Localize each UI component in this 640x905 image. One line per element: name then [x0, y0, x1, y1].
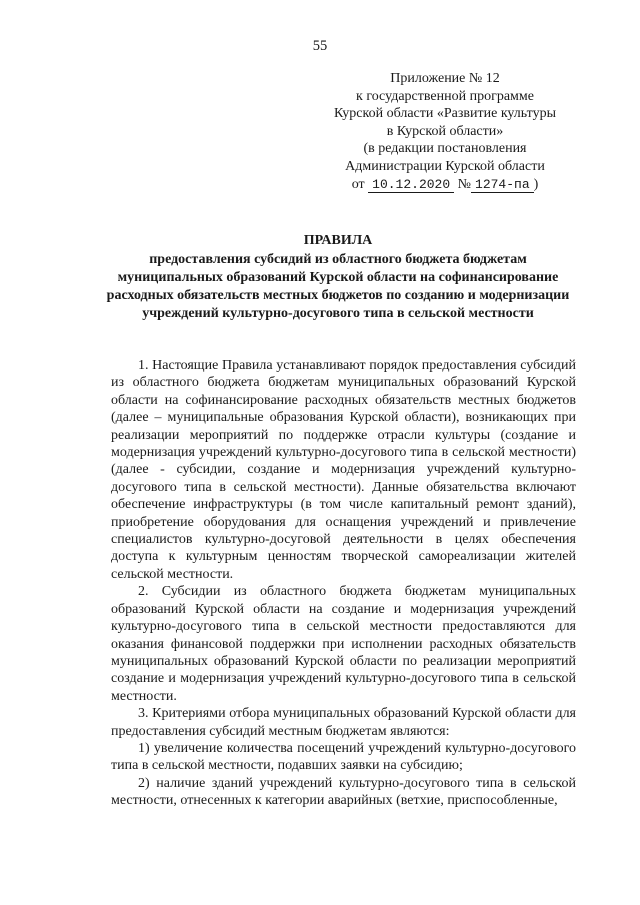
order-prefix: от	[351, 176, 365, 192]
document-subtitle: предоставления субсидий из областного бюджета бюджетам муниципальных образований Курской области на софинансирование расходных обязательств местных бюджетов по созданию и модернизации учреждений культурно-досугового типа в сельской местности	[106, 252, 570, 321]
order-number: 1274-па	[471, 177, 534, 193]
order-date: 10.12.2020	[368, 177, 454, 193]
appendix-line: к государственной программе	[356, 88, 534, 104]
document-title-block	[100, 232, 576, 323]
appendix-header	[300, 70, 590, 193]
appendix-line: (в редакции постановления	[363, 141, 527, 157]
paragraph: 2. Субсидии из областного бюджета бюджетам муниципальных образований Курской области на создание и модернизация учреждений культурно-досугового типа в сельской местности предоставляются для оказания финансовой поддержки при исполнении расходных обязательств муниципальных образований Курской области по реализации мероприятий создание и модернизация учреждений культурно-досугового типа в сельской местности.	[111, 584, 576, 704]
order-number-prefix: №	[457, 176, 472, 192]
appendix-line: Приложение № 12	[390, 71, 500, 86]
page-number: 55	[312, 38, 328, 54]
appendix-line: Курской области «Развитие культуры	[333, 106, 556, 122]
paragraph: 3. Критериями отбора муниципальных образований Курской области для предоставления субсидий местным бюджетам являются:	[111, 706, 576, 739]
document-body	[111, 357, 576, 810]
paragraph: 1. Настоящие Правила устанавливают порядок предоставления субсидий из областного бюджета бюджетам муниципальных образований Курской области на софинансирование расходных обязательств местных бюджетов (далее – муниципальные образования Курской области), возникающих при реализации мероприятий по поддержке отрасли культуры (создание и модернизация учреждений культурно-досугового типа в сельской местности) (далее - субсидии, создание и модернизация учреждений культурно-досугового типа в сельской местности). Данные обязательства включают обеспечение инфраструктуры (в том числе капитальный ремонт зданий), приобретение оборудования для оснащения учреждений и привлечение специалистов культурно-досуговой деятельности в целях обеспечения доступа к культурным ценностям творческой самореализации жителей сельской местности.	[111, 358, 576, 582]
appendix-line: Администрации Курской области	[345, 158, 545, 174]
paragraph: 2) наличие зданий учреждений культурно-досугового типа в сельской местности, отнесенных к категории аварийных (ветхие, приспособленные,	[111, 775, 576, 809]
order-line	[300, 176, 590, 194]
paragraph: 1) увеличение количества посещений учреждений культурно-досугового типа в сельской местности, подавших заявки на субсидию;	[111, 740, 576, 774]
document-title: ПРАВИЛА	[303, 233, 373, 248]
appendix-line: в Курской области»	[386, 123, 504, 139]
order-suffix: )	[533, 176, 539, 192]
